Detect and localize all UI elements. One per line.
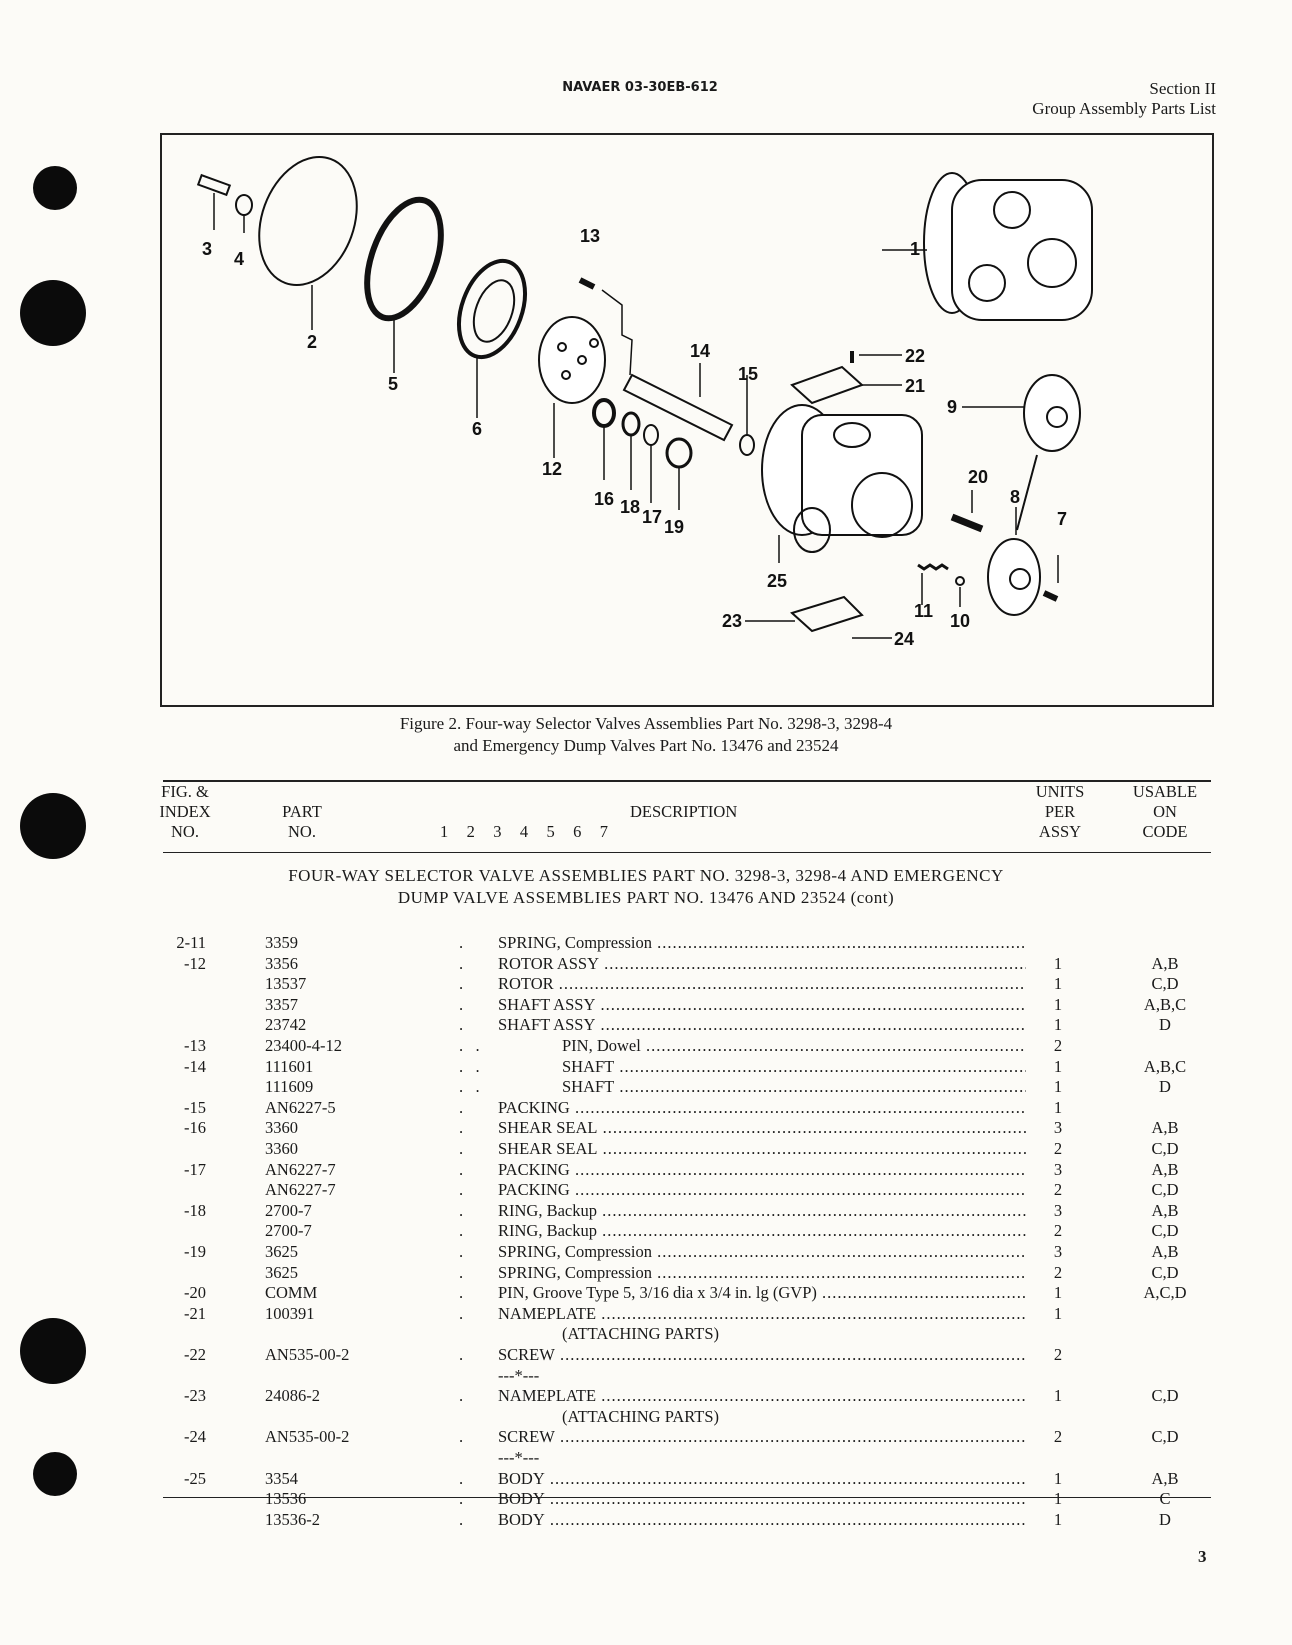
fig-index: -18 — [184, 1200, 206, 1220]
description — [498, 1138, 1026, 1159]
part-number: 13536 — [265, 1489, 307, 1509]
description-text: ---*--- — [498, 1448, 540, 1467]
col-header-usable-on-code — [1120, 782, 1210, 842]
units-per-assy: 2 — [1053, 1427, 1063, 1447]
table-row — [0, 932, 1292, 953]
usable-on-code: D — [1159, 1077, 1171, 1097]
part-number: 24086-2 — [265, 1386, 320, 1406]
usable-on-code: A,B — [1151, 1242, 1179, 1261]
table-row — [0, 1014, 1292, 1035]
description-text: SHEAR SEAL ..... — [498, 1139, 1026, 1158]
header-text: ON — [1153, 802, 1177, 821]
figure-caption-line-2: and Emergency Dump Valves Part No. 13476 and 23524 — [453, 736, 839, 755]
description-text: PIN, Groove Type 5, 3/16 dia x 3/4 in. lg (GVP) ..... — [498, 1283, 1026, 1302]
indent-dots: . — [459, 1200, 464, 1220]
units-per-assy: 1 — [1053, 1468, 1063, 1488]
indent-dots: . — [459, 994, 464, 1014]
punch-hole — [20, 280, 86, 346]
col-header-units — [1020, 782, 1100, 842]
table-row — [0, 1468, 1292, 1489]
table-row — [0, 973, 1292, 994]
description-text: BODY ..... — [498, 1510, 1026, 1529]
callout-20: 20 — [968, 467, 989, 487]
callout-16: 16 — [594, 489, 615, 509]
fig-index: -19 — [184, 1242, 206, 1261]
part-number: 111601 — [265, 1056, 314, 1076]
indent-dots: . — [459, 1139, 464, 1158]
col-header-index — [150, 782, 220, 842]
callout-10: 10 — [950, 611, 971, 631]
callout-24: 24 — [894, 629, 915, 649]
description — [498, 1117, 1026, 1138]
indent-dots: . — [459, 1468, 464, 1488]
table-row — [0, 1076, 1292, 1097]
description-text: SHAFT ASSY ..... — [498, 995, 1026, 1014]
units-per-assy: 1 — [1053, 994, 1063, 1014]
description-text: SCREW ..... — [498, 1345, 1026, 1364]
part-number: 3359 — [265, 933, 298, 952]
usable-on-code: D — [1159, 1509, 1171, 1529]
table-header-rule — [163, 852, 1211, 853]
description — [498, 1385, 1026, 1406]
assembly-title-line-1: FOUR-WAY SELECTOR VALVE ASSEMBLIES PART NO. 3298-3, 3298-4 AND EMERGENCY — [288, 866, 1004, 885]
part-number: 3625 — [265, 1242, 298, 1261]
description-text: NAMEPLATE ..... — [498, 1304, 1026, 1323]
description — [498, 1488, 1026, 1509]
table-row — [0, 1262, 1292, 1283]
indent-dots: . — [459, 1159, 464, 1179]
usable-on-code: D — [1159, 1015, 1171, 1035]
fig-index: -21 — [184, 1303, 206, 1323]
indent-dots: . — [459, 1509, 464, 1529]
callout-9: 9 — [947, 397, 958, 417]
description — [498, 1282, 1026, 1303]
fig-index: -23 — [184, 1386, 206, 1406]
part-number: 3354 — [265, 1468, 298, 1488]
description — [498, 1426, 1026, 1447]
units-per-assy: 3 — [1053, 1200, 1063, 1220]
description-text: PACKING ..... — [498, 1180, 1026, 1199]
usable-on-code: C,D — [1151, 1386, 1179, 1406]
units-per-assy: 1 — [1053, 1509, 1063, 1529]
fig-index: -20 — [184, 1283, 206, 1303]
header-text: 1 2 3 4 5 6 7 — [440, 822, 608, 841]
fig-index: 2-11 — [176, 933, 206, 952]
document-number: NAVAER 03-30EB-612 — [562, 80, 718, 95]
indent-dots: . — [459, 1489, 464, 1509]
indent-dots: . — [459, 1427, 464, 1447]
table-row — [0, 1303, 1292, 1324]
part-number: AN535-00-2 — [265, 1345, 350, 1364]
description-text: RING, Backup ..... — [498, 1221, 1026, 1240]
exploded-diagram — [162, 135, 1212, 705]
indent-dots: . — [459, 1262, 464, 1282]
units-per-assy: 1 — [1053, 1489, 1063, 1509]
indent-dots: . — [459, 1015, 464, 1035]
callout-6: 6 — [472, 419, 483, 439]
callout-21: 21 — [905, 376, 926, 396]
units-per-assy: 2 — [1053, 1262, 1063, 1282]
usable-on-code: C,D — [1151, 1221, 1179, 1241]
description-text: SPRING, Compression ..... — [498, 1263, 1026, 1282]
indent-dots: . — [459, 953, 464, 973]
units-per-assy: 1 — [1053, 953, 1063, 973]
description — [498, 1097, 1026, 1118]
part-number: 3356 — [265, 953, 298, 973]
callout-7: 7 — [1057, 509, 1068, 529]
table-bottom-rule — [163, 1497, 1211, 1498]
description — [498, 1159, 1026, 1180]
callout-1: 1 — [910, 239, 921, 259]
description — [498, 1303, 1026, 1324]
fig-index: -12 — [184, 953, 206, 973]
units-per-assy: 1 — [1053, 974, 1063, 994]
attaching-parts-note — [0, 1323, 1292, 1344]
indent-dots: . — [459, 1180, 464, 1200]
table-row — [0, 1241, 1292, 1262]
indent-dots: . — [459, 1242, 464, 1261]
part-number: 3625 — [265, 1262, 298, 1282]
section-label: Section II — [1149, 79, 1216, 98]
usable-on-code: A,B — [1151, 953, 1179, 973]
description — [498, 1406, 1090, 1427]
part-number: 111609 — [265, 1077, 314, 1097]
header-text: PART — [282, 802, 322, 821]
header-text: PER — [1044, 802, 1076, 821]
callout-15: 15 — [738, 364, 759, 384]
description-text: (ATTACHING PARTS) — [562, 1406, 720, 1426]
fig-index: -16 — [184, 1118, 206, 1138]
usable-on-code: A,B — [1151, 1200, 1179, 1220]
part-number: 3360 — [265, 1118, 298, 1138]
table-row — [0, 1220, 1292, 1241]
assembly-title-line-2: DUMP VALVE ASSEMBLIES PART NO. 13476 AND 23524 (cont) — [397, 888, 895, 907]
description-text: RING, Backup ..... — [498, 1201, 1026, 1220]
indent-dots: . — [459, 933, 464, 952]
usable-on-code: C,D — [1151, 974, 1179, 994]
table-row — [0, 953, 1292, 974]
description — [498, 1447, 1026, 1468]
header-text: NO. — [288, 822, 316, 841]
callout-8: 8 — [1010, 487, 1021, 507]
units-per-assy: 3 — [1053, 1159, 1063, 1179]
description — [498, 1468, 1026, 1489]
callout-18: 18 — [620, 497, 641, 517]
description — [498, 1076, 1026, 1097]
description — [498, 994, 1026, 1015]
fig-index: -15 — [184, 1097, 206, 1117]
table-row — [0, 1488, 1292, 1509]
table-row — [0, 1056, 1292, 1077]
callout-3: 3 — [202, 239, 213, 259]
units-per-assy: 2 — [1053, 1345, 1063, 1364]
header-text: NO. — [171, 822, 199, 841]
table-row — [0, 1097, 1292, 1118]
callout-25: 25 — [767, 571, 788, 591]
section-header — [1032, 79, 1216, 119]
fig-index: -17 — [184, 1159, 206, 1179]
indent-dots: . — [459, 1221, 464, 1241]
units-per-assy: 2 — [1053, 1036, 1063, 1055]
section-title: Group Assembly Parts List — [1032, 99, 1216, 118]
part-number: 3360 — [265, 1139, 298, 1158]
fig-index: -13 — [184, 1036, 206, 1055]
part-number: 2700-7 — [265, 1221, 312, 1241]
part-number: 13536-2 — [265, 1509, 320, 1529]
callout-2: 2 — [307, 332, 318, 352]
description — [498, 1035, 1026, 1056]
description-text: PIN, Dowel ..... — [562, 1036, 1026, 1055]
callout-12: 12 — [542, 459, 563, 479]
table-row — [0, 1426, 1292, 1447]
part-number: COMM — [265, 1283, 318, 1303]
separator-row — [0, 1365, 1292, 1386]
part-number: AN6227-5 — [265, 1097, 336, 1117]
usable-on-code: A,C,D — [1143, 1283, 1187, 1303]
units-per-assy: 1 — [1053, 1303, 1063, 1323]
description-text: ROTOR ..... — [498, 974, 1026, 993]
description-text: PACKING ..... — [498, 1098, 1026, 1117]
indent-dots: . — [459, 1386, 464, 1406]
usable-on-code: C — [1159, 1489, 1171, 1509]
description-text: NAMEPLATE ..... — [498, 1386, 1026, 1405]
usable-on-code: A,B — [1151, 1468, 1179, 1488]
fig-index: -22 — [184, 1345, 206, 1364]
units-per-assy: 1 — [1053, 1056, 1063, 1076]
fig-index: -14 — [184, 1056, 206, 1076]
table-row — [0, 1159, 1292, 1180]
description — [498, 1056, 1026, 1077]
indent-dots: . — [459, 1118, 464, 1138]
fig-index: -24 — [184, 1427, 206, 1447]
attaching-parts-note — [0, 1406, 1292, 1427]
header-text: UNITS — [1035, 782, 1085, 801]
description-text: ROTOR ASSY ..... — [498, 954, 1026, 973]
units-per-assy: 1 — [1053, 1015, 1063, 1035]
table-row — [0, 1344, 1292, 1365]
usable-on-code: C,D — [1151, 1180, 1179, 1200]
header-text: DESCRIPTION — [630, 802, 738, 821]
table-row — [0, 1200, 1292, 1221]
units-per-assy: 3 — [1053, 1118, 1063, 1138]
units-per-assy: 1 — [1053, 1097, 1063, 1117]
usable-on-code: C,D — [1151, 1427, 1179, 1447]
table-row — [0, 1035, 1292, 1056]
description — [498, 1179, 1026, 1200]
part-number: 13537 — [265, 974, 307, 994]
callout-22: 22 — [905, 346, 926, 366]
part-number: AN6227-7 — [265, 1159, 336, 1179]
indent-dots: . . — [459, 1077, 480, 1097]
page-number: 3 — [1198, 1547, 1207, 1566]
description-text: SHAFT ..... — [562, 1057, 1026, 1076]
usable-on-code: C,D — [1151, 1262, 1179, 1282]
fig-index: -25 — [184, 1468, 206, 1488]
callout-4: 4 — [234, 249, 245, 269]
description — [498, 932, 1026, 953]
indent-dots: . — [459, 974, 464, 994]
description-text: BODY ..... — [498, 1469, 1026, 1488]
header-text: INDEX — [159, 802, 211, 821]
description — [498, 1323, 1090, 1344]
description — [498, 1220, 1026, 1241]
units-per-assy: 1 — [1053, 1077, 1063, 1097]
header-text: ASSY — [1038, 822, 1082, 841]
callout-19: 19 — [664, 517, 685, 537]
description-text: BODY ..... — [498, 1489, 1026, 1508]
indent-dots: . . — [459, 1036, 480, 1055]
description — [498, 1509, 1026, 1530]
units-per-assy: 2 — [1053, 1139, 1063, 1158]
callout-17: 17 — [642, 507, 663, 527]
units-per-assy: 2 — [1053, 1180, 1063, 1200]
part-number: 2700-7 — [265, 1200, 312, 1220]
indent-dots: . — [459, 1097, 464, 1117]
description-text: SCREW ..... — [498, 1427, 1026, 1446]
table-row — [0, 1179, 1292, 1200]
description — [498, 953, 1026, 974]
callout-11: 11 — [914, 601, 934, 621]
col-header-description — [440, 802, 760, 842]
table-row — [0, 1509, 1292, 1530]
table-row — [0, 1282, 1292, 1303]
description-text: SHEAR SEAL ..... — [498, 1118, 1026, 1137]
description — [498, 1241, 1026, 1262]
description — [498, 1365, 1026, 1386]
table-row — [0, 1385, 1292, 1406]
separator-row — [0, 1447, 1292, 1468]
indent-dots: . . — [459, 1056, 480, 1076]
description — [498, 1200, 1026, 1221]
part-number: 23742 — [265, 1015, 307, 1035]
units-per-assy: 1 — [1053, 1283, 1063, 1303]
punch-hole — [33, 166, 77, 210]
indent-dots: . — [459, 1303, 464, 1323]
description — [498, 1344, 1026, 1365]
usable-on-code: A,B — [1151, 1118, 1179, 1138]
part-number: AN6227-7 — [265, 1180, 336, 1200]
description — [498, 1262, 1026, 1283]
indent-dots: . — [459, 1345, 464, 1364]
figure-caption-line-1: Figure 2. Four-way Selector Valves Assemblies Part No. 3298-3, 3298-4 — [399, 714, 893, 733]
units-per-assy: 2 — [1053, 1221, 1063, 1241]
col-header-part — [262, 802, 342, 842]
header-text: FIG. & — [161, 782, 209, 801]
header-text: USABLE — [1132, 782, 1198, 801]
units-per-assy: 3 — [1053, 1242, 1063, 1261]
description-text: SHAFT ..... — [562, 1077, 1026, 1096]
units-per-assy: 1 — [1053, 1386, 1063, 1406]
table-row — [0, 994, 1292, 1015]
callout-5: 5 — [388, 374, 399, 394]
description-text: SPRING, Compression ..... — [498, 1242, 1026, 1261]
callout-13: 13 — [580, 226, 601, 246]
usable-on-code: A,B,C — [1143, 994, 1187, 1014]
exploded-view-figure — [160, 133, 1214, 707]
part-number: 3357 — [265, 994, 298, 1014]
usable-on-code: A,B — [1151, 1159, 1179, 1179]
callout-14: 14 — [690, 341, 711, 361]
usable-on-code: C,D — [1151, 1139, 1179, 1158]
part-number: 23400-4-12 — [265, 1036, 342, 1055]
description-text: (ATTACHING PARTS) — [562, 1324, 720, 1344]
part-number: 100391 — [265, 1303, 315, 1323]
indent-dots: . — [459, 1283, 464, 1303]
callout-23: 23 — [722, 611, 743, 631]
description-text: SHAFT ASSY ..... — [498, 1015, 1026, 1034]
part-number: AN535-00-2 — [265, 1427, 350, 1447]
description — [498, 1014, 1026, 1035]
punch-hole — [20, 793, 86, 859]
usable-on-code: A,B,C — [1143, 1056, 1187, 1076]
description-text: PACKING ..... — [498, 1160, 1026, 1179]
description-text: ---*--- — [498, 1365, 540, 1385]
description-text: SPRING, Compression ..... — [498, 933, 1026, 952]
table-row — [0, 1117, 1292, 1138]
table-row — [0, 1138, 1292, 1159]
header-text: CODE — [1142, 822, 1188, 841]
description — [498, 973, 1026, 994]
